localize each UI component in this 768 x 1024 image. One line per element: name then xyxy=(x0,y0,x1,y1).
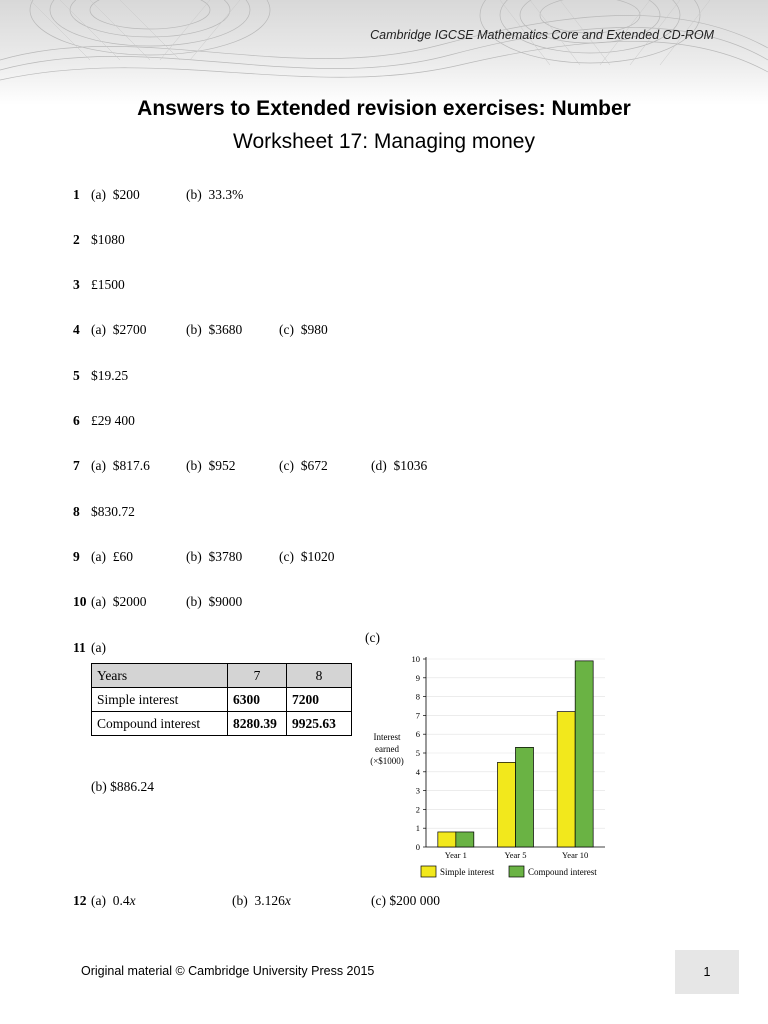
question-10 xyxy=(73,594,87,610)
table-header-cell: 8 xyxy=(287,664,352,688)
y-axis-label-line: (×$1000) xyxy=(370,756,404,766)
legend-swatch-simple xyxy=(421,866,436,877)
question-3 xyxy=(73,277,80,293)
y-axis-label-line: earned xyxy=(375,744,399,754)
part-label: (b) xyxy=(186,187,202,202)
part-label: (c) xyxy=(365,630,380,645)
part-label: (c) xyxy=(279,458,294,473)
variable: x xyxy=(284,893,291,908)
part-answer: $817.6 xyxy=(112,458,150,473)
part-label: (a) xyxy=(91,893,106,908)
question-4 xyxy=(73,322,80,338)
question-number: 9 xyxy=(73,549,80,564)
table-header-row xyxy=(92,664,352,688)
table-row xyxy=(92,688,352,712)
bar-compound-interest xyxy=(575,661,593,847)
answer: £29 400 xyxy=(91,413,135,428)
part-answer: $200 xyxy=(112,187,140,202)
y-tick-label: 10 xyxy=(411,654,420,664)
answer-part xyxy=(91,322,146,338)
page-number: 1 xyxy=(703,965,711,979)
part-answer: £60 xyxy=(112,549,133,564)
question-number: 6 xyxy=(73,413,80,428)
part-label: (d) xyxy=(371,458,387,473)
question-number: 8 xyxy=(73,504,80,519)
bar-simple-interest xyxy=(498,762,516,847)
interest-table xyxy=(91,663,352,736)
y-tick-label: 3 xyxy=(415,785,420,796)
question-7 xyxy=(73,458,80,474)
part-label: (a) xyxy=(91,549,106,564)
part-label: (b) xyxy=(232,893,248,908)
chart-bars xyxy=(438,661,593,847)
answer-part xyxy=(279,322,328,338)
legend-label: Compound interest xyxy=(528,867,597,877)
bar-simple-interest xyxy=(438,832,456,847)
question-6 xyxy=(73,413,80,429)
answer-part xyxy=(186,549,242,565)
legend-label: Simple interest xyxy=(440,867,495,877)
question-12 xyxy=(73,893,87,909)
answer-part xyxy=(91,594,146,610)
y-tick-label: 6 xyxy=(415,729,420,740)
x-tick-label: Year 10 xyxy=(562,850,589,860)
chart-legend xyxy=(421,866,597,877)
part-label: (b) xyxy=(186,322,202,337)
part-answer: $1036 xyxy=(393,458,428,473)
table-cell: 7200 xyxy=(287,688,352,712)
question-number: 4 xyxy=(73,322,80,337)
y-tick-label: 8 xyxy=(415,691,420,702)
table-cell: Compound interest xyxy=(92,712,228,736)
question-8 xyxy=(73,504,80,520)
part-answer: $2000 xyxy=(112,594,147,609)
part-label: (a) xyxy=(91,594,106,609)
part-answer: $1020 xyxy=(300,549,335,564)
question-number: 12 xyxy=(73,893,87,908)
part-answer: 3.126 xyxy=(254,893,285,908)
page-title: Answers to Extended revision exercises: Number xyxy=(137,97,631,120)
y-tick-label: 5 xyxy=(415,748,420,758)
answer: (c) $200 000 xyxy=(371,893,440,908)
answer-part xyxy=(279,458,328,474)
bar-compound-interest xyxy=(516,747,534,847)
part-answer: $9000 xyxy=(208,594,243,609)
question-number: 5 xyxy=(73,368,80,383)
copyright-notice: Original material © Cambridge University Press 2015 xyxy=(81,964,375,978)
header-banner xyxy=(0,0,768,105)
question-1 xyxy=(73,187,80,203)
question-2 xyxy=(73,232,80,248)
question-9 xyxy=(73,549,80,565)
question-number: 7 xyxy=(73,458,80,473)
answer-part xyxy=(186,594,242,610)
answer: $19.25 xyxy=(91,368,129,383)
variable: x xyxy=(129,893,136,908)
question-number: 11 xyxy=(73,640,86,655)
y-tick-label: 2 xyxy=(415,804,420,815)
y-tick-label: 7 xyxy=(415,710,420,721)
part-label: (b) xyxy=(186,549,202,564)
table-header-cell: 7 xyxy=(228,664,287,688)
answer-part xyxy=(186,322,242,338)
answer-part xyxy=(91,458,150,474)
question-number: 1 xyxy=(73,187,80,202)
bar-simple-interest xyxy=(557,712,575,847)
part-answer: $3680 xyxy=(208,322,243,337)
question-number: 3 xyxy=(73,277,80,292)
table-cell: 8280.39 xyxy=(228,712,287,736)
y-tick-label: 1 xyxy=(415,823,420,834)
answer: $1080 xyxy=(91,232,125,247)
x-axis-ticks xyxy=(445,850,589,860)
question-5 xyxy=(73,368,80,384)
answer-part xyxy=(279,549,334,565)
question-number: 2 xyxy=(73,232,80,247)
part-label: (c) xyxy=(279,322,294,337)
question-number: 10 xyxy=(73,594,87,609)
answer: £1500 xyxy=(91,277,125,292)
table-row xyxy=(92,712,352,736)
part-answer: $952 xyxy=(208,458,236,473)
x-tick-label: Year 1 xyxy=(444,850,467,860)
interest-bar-chart xyxy=(355,650,615,885)
answer-part xyxy=(91,187,140,203)
book-title: Cambridge IGCSE Mathematics Core and Extended CD-ROM xyxy=(370,28,714,42)
part-answer: 33.3% xyxy=(208,187,244,202)
part-answer: $980 xyxy=(300,322,328,337)
table-header-cell: Years xyxy=(92,664,228,688)
part-answer: $672 xyxy=(300,458,328,473)
part-label: (b) xyxy=(186,594,202,609)
part-answer: 0.4 xyxy=(112,893,130,908)
answer-part xyxy=(186,458,236,474)
part-label: (b) xyxy=(186,458,202,473)
answer-part xyxy=(91,549,133,565)
y-tick-label: 9 xyxy=(415,672,420,683)
answer-part xyxy=(371,458,427,474)
worksheet-title: Worksheet 17: Managing money xyxy=(233,130,535,153)
answer-part xyxy=(232,893,291,909)
answer-part xyxy=(186,187,243,203)
part-answer: $2700 xyxy=(112,322,147,337)
y-axis-ticks xyxy=(412,654,427,852)
answer: (b) $886.24 xyxy=(91,779,154,794)
y-tick-label: 4 xyxy=(415,766,420,777)
table-cell: 9925.63 xyxy=(287,712,352,736)
part-label: (c) xyxy=(279,549,294,564)
part-label: (a) xyxy=(91,187,106,202)
bar-compound-interest xyxy=(456,832,474,847)
part-label: (a) xyxy=(91,640,106,655)
part-label: (a) xyxy=(91,458,106,473)
question-11 xyxy=(73,640,86,656)
legend-swatch-compound xyxy=(509,866,524,877)
x-tick-label: Year 5 xyxy=(504,850,527,860)
banner-graphic xyxy=(0,0,768,105)
part-answer: $3780 xyxy=(208,549,243,564)
y-axis-label-line: Interest xyxy=(373,732,401,742)
answer-part xyxy=(91,893,136,909)
table-cell: 6300 xyxy=(228,688,287,712)
part-label: (a) xyxy=(91,322,106,337)
page-number-box xyxy=(675,950,739,994)
answer: $830.72 xyxy=(91,504,135,519)
table-cell: Simple interest xyxy=(92,688,228,712)
y-tick-label: 0 xyxy=(415,842,420,852)
